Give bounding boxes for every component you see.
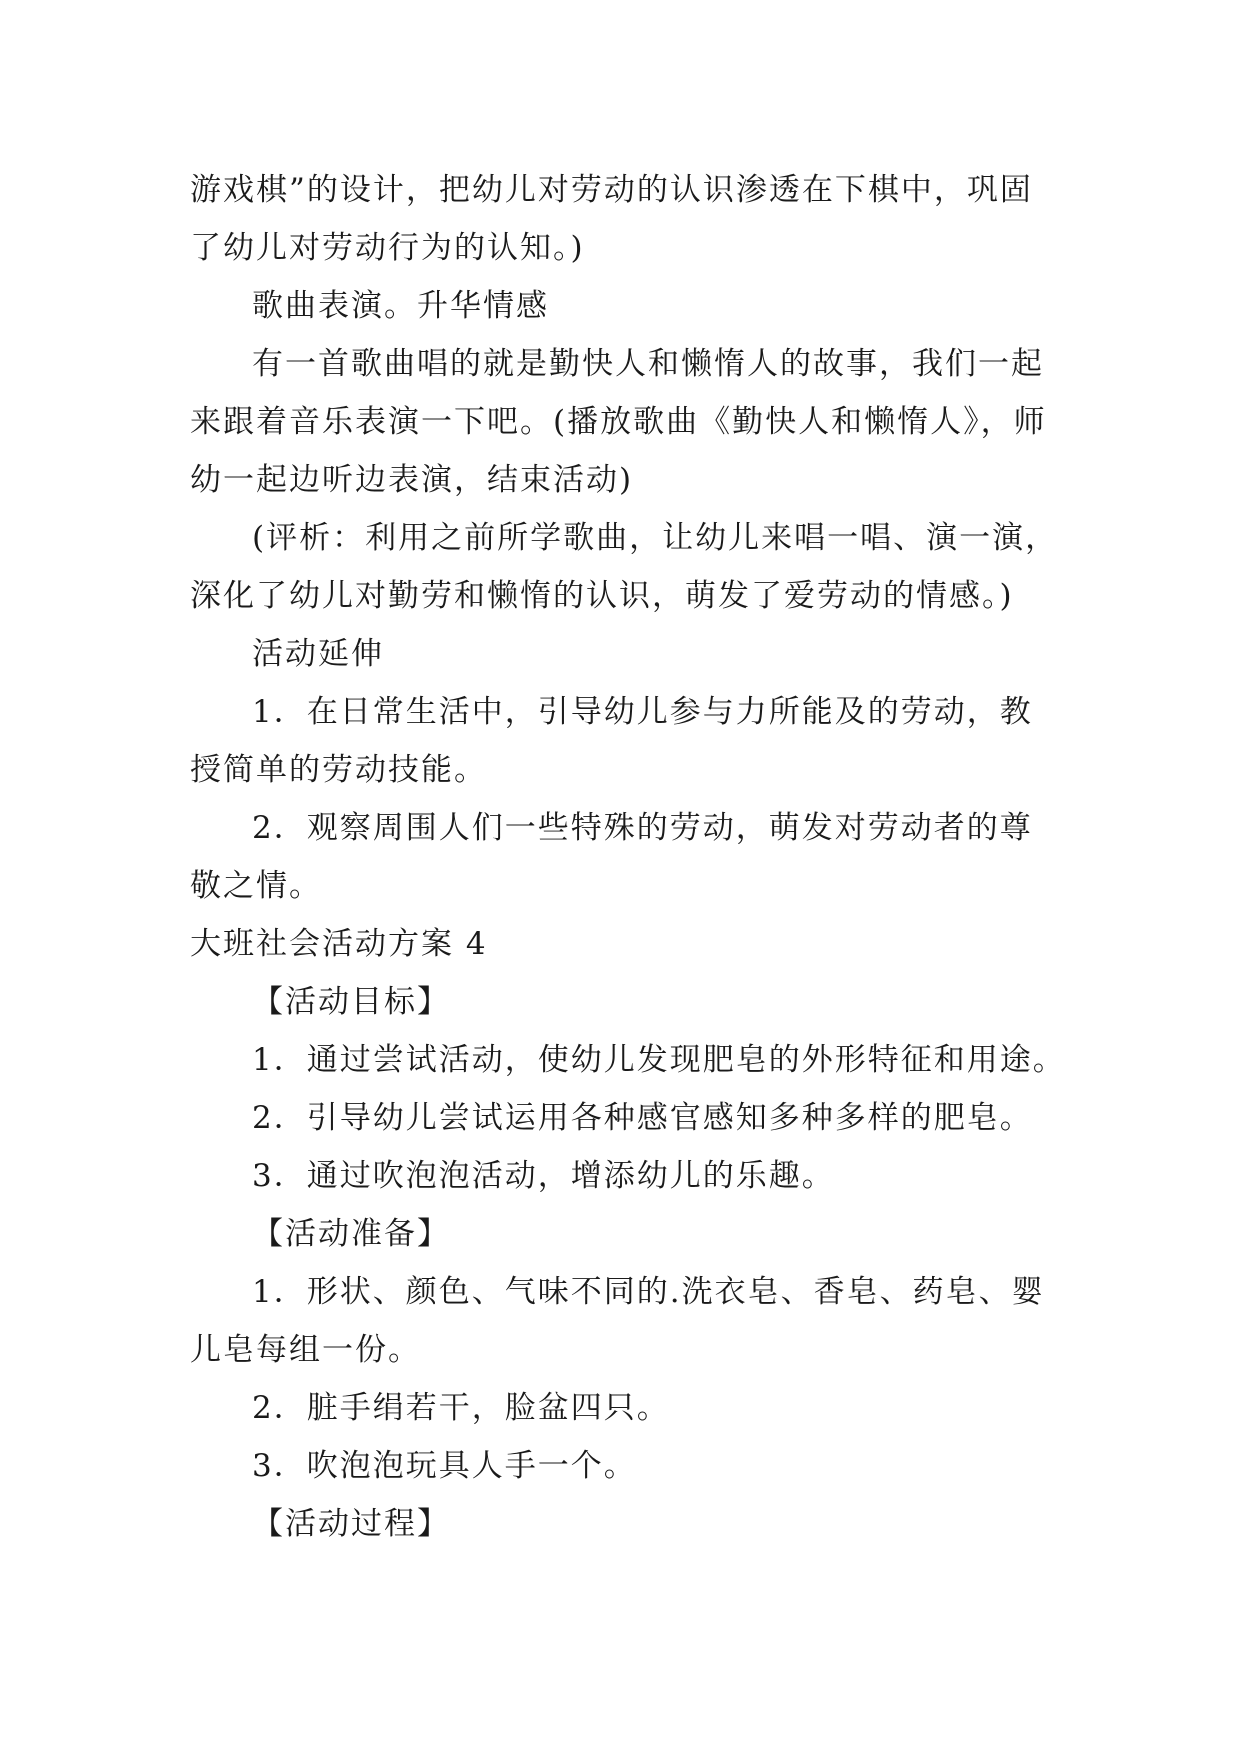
list-item: 2．引导幼儿尝试运用各种感官感知多种多样的肥皂。 [252,1100,1033,1136]
section-heading: 歌曲表演。升华情感 [252,288,549,324]
list-item: 3．吹泡泡玩具人手一个。 [252,1448,637,1484]
section-heading: 活动延伸 [252,636,384,672]
list-item: 3．通过吹泡泡活动，增添幼儿的乐趣。 [252,1158,835,1194]
paragraph-line: 游戏棋”的设计，把幼儿对劳动的认识渗透在下棋中，巩固 [190,172,1033,208]
list-item: 1．在日常生活中，引导幼儿参与力所能及的劳动，教 [252,694,1033,730]
section-heading: 【活动准备】 [252,1216,450,1252]
list-item: 2．观察周围人们一些特殊的劳动，萌发对劳动者的尊 [252,810,1033,846]
list-item-continuation: 敬之情。 [190,868,322,904]
section-heading: 【活动目标】 [252,984,450,1020]
list-item-continuation: 儿皂每组一份。 [190,1332,421,1368]
section-heading: 【活动过程】 [252,1506,450,1542]
document-section-title: 大班社会活动方案 4 [190,926,488,962]
paragraph-line: 幼一起边听边表演，结束活动) [190,462,634,498]
list-item: 1．形状、颜色、气味不同的.洗衣皂、香皂、药皂、婴 [252,1274,1045,1310]
paragraph-line: 深化了幼儿对勤劳和懒惰的认识，萌发了爱劳动的情感。) [190,578,1014,614]
paragraph-line: (评析：利用之前所学歌曲，让幼儿来唱一唱、演一演， [252,520,1059,556]
paragraph-line: 了幼儿对劳动行为的认知。) [190,230,585,266]
list-item: 1．通过尝试活动，使幼儿发现肥皂的外形特征和用途。 [252,1042,1066,1078]
paragraph-line: 来跟着音乐表演一下吧。(播放歌曲《勤快人和懒惰人》，师 [190,404,1047,440]
paragraph-line: 有一首歌曲唱的就是勤快人和懒惰人的故事，我们一起 [252,346,1044,382]
list-item-continuation: 授简单的劳动技能。 [190,752,487,788]
list-item: 2．脏手绢若干，脸盆四只。 [252,1390,670,1426]
